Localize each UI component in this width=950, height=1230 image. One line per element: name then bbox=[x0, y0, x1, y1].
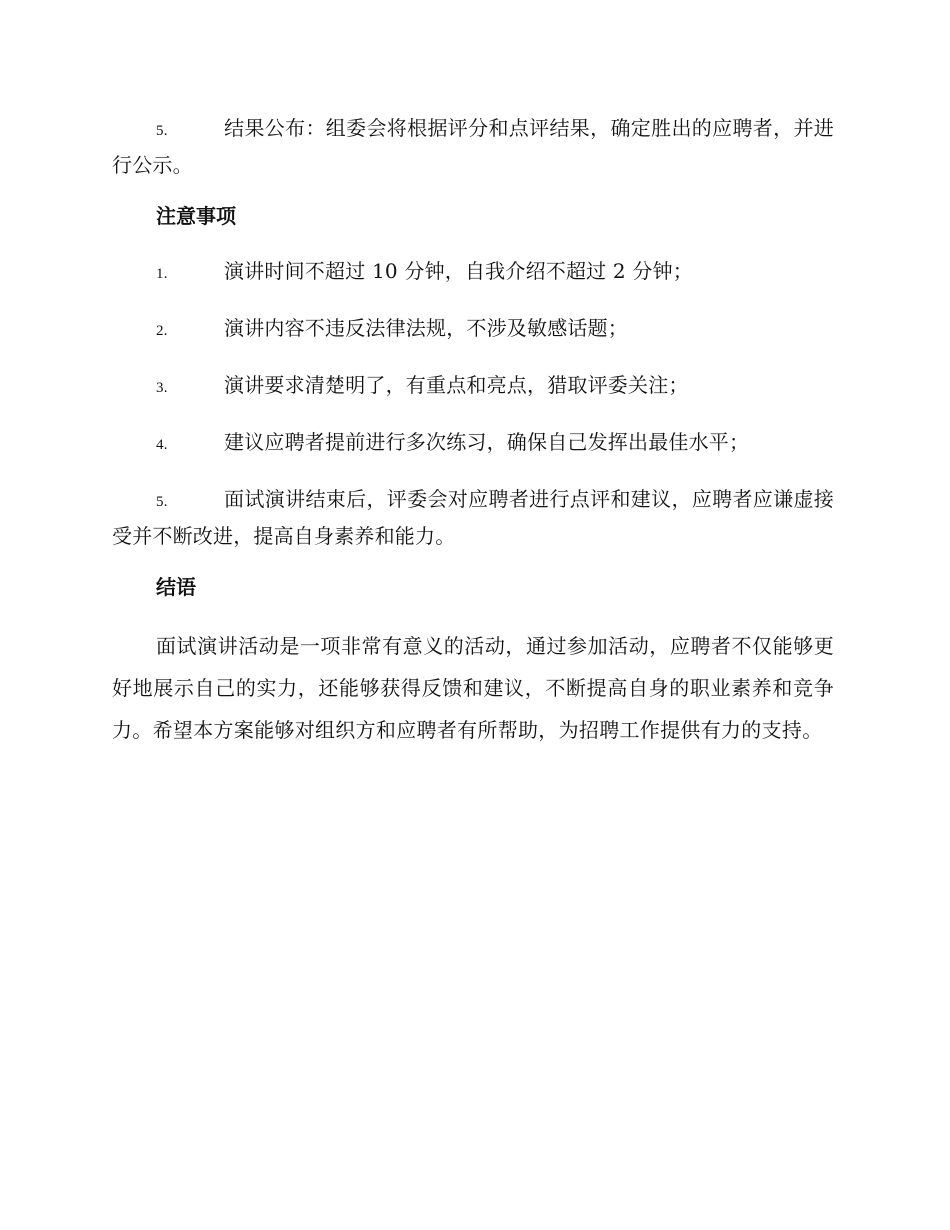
list-item-text: 面试演讲结束后，评委会对应聘者进行点评和建议，应聘者应谦虚接受并不断改进，提高自身素养和能力。 bbox=[112, 487, 834, 548]
list-number: 3. bbox=[156, 380, 168, 396]
list-number: 5. bbox=[156, 123, 168, 139]
list-item-text: 演讲时间不超过 10 分钟，自我介绍不超过 2 分钟； bbox=[224, 259, 694, 283]
list-number: 2. bbox=[156, 323, 168, 339]
notes-list-item bbox=[112, 425, 834, 462]
conclusion-paragraph: 面试演讲活动是一项非常有意义的活动，通过参加活动，应聘者不仅能够更好地展示自己的实力，还能够获得反馈和建议，不断提高自身的职业素养和竞争力。希望本方案能够对组织方和应聘者有所帮助，为招聘工作提供有力的支持。 bbox=[112, 634, 834, 742]
result-announcement-item bbox=[112, 111, 834, 182]
list-item-text: 演讲内容不违反法律法规，不涉及敏感话题； bbox=[224, 316, 628, 340]
notes-list-item bbox=[112, 368, 834, 405]
conclusion-heading: 结语 bbox=[156, 575, 196, 599]
notes-list-item bbox=[112, 254, 834, 291]
list-number: 5. bbox=[156, 494, 168, 510]
list-number: 1. bbox=[156, 266, 168, 282]
list-item-text: 演讲要求清楚明了，有重点和亮点，猎取评委关注； bbox=[224, 373, 689, 397]
list-item-text: 建议应聘者提前进行多次练习，确保自己发挥出最佳水平； bbox=[224, 430, 750, 454]
list-number: 4. bbox=[156, 437, 168, 453]
notes-list-item bbox=[112, 482, 834, 553]
notes-list-item bbox=[112, 311, 834, 348]
list-item-text: 结果公布：组委会将根据评分和点评结果，确定胜出的应聘者，并进行公示。 bbox=[112, 116, 834, 177]
document-content bbox=[112, 111, 834, 751]
notes-heading: 注意事项 bbox=[156, 204, 236, 228]
